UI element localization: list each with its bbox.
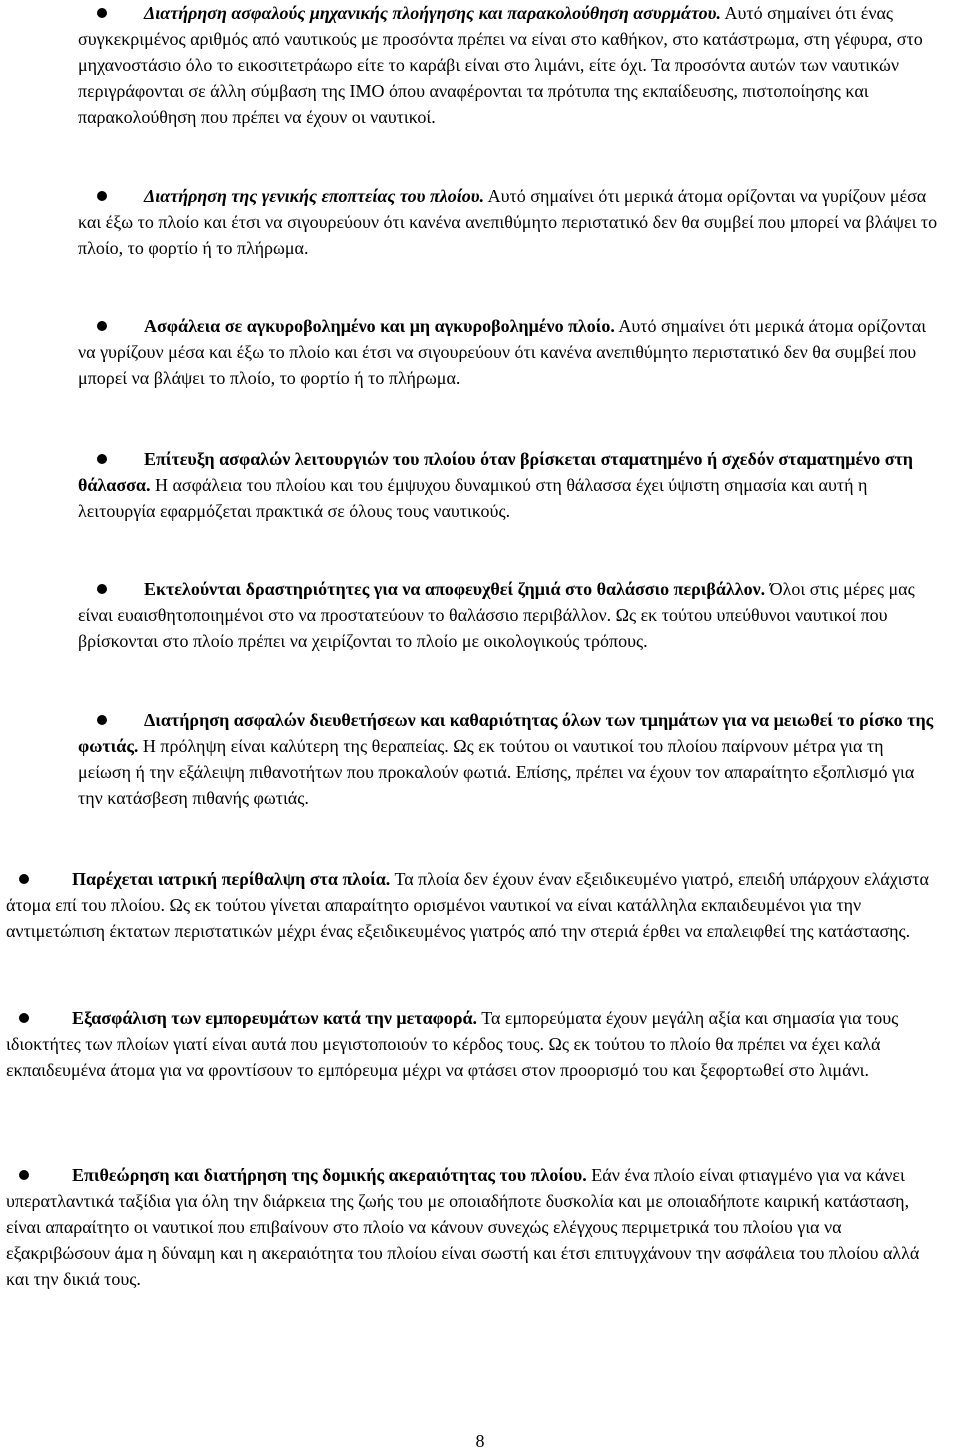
item-text: Όλοι στις μέρες μας είναι ευαισθητοποιημένοι στο να προστατεύουν το θαλάσσιο περιβάλλον. Ως εκ τούτου υπεύθυνοι ναυτικοί που βρίσκονται στο πλοίο πρέπει να χειρίζονται το πλοίο με οικολογικούς τρόπους. <box>78 579 915 651</box>
bullet-icon <box>97 321 107 331</box>
item-heading: Διατήρηση της γενικής εποπτείας του πλοίου. <box>144 186 485 206</box>
bullet-icon <box>97 191 107 201</box>
item-text: Η ασφάλεια του πλοίου και του έμψυχου δυναμικού στη θάλασσα έχει ύψιστη σημασία και αυτή η λειτουργία εφαρμόζεται πρακτικά σε όλους τους ναυτικούς. <box>78 475 868 521</box>
bullet-icon <box>97 584 107 594</box>
list-item <box>6 1005 940 1083</box>
item-text: Αυτό σημαίνει ότι ένας συγκεκριμένος αριθμός από ναυτικούς με προσόντα πρέπει να είναι στο καθήκον, στο κατάστρωμα, στη γέφυρα, στο μηχανοστάσιο όλο το εικοσιτετράωρο είτε το καράβι είναι στο λιμάνι, είτε όχι. Τα προσόντα αυτών των ναυτικών περιγράφονται σε άλλη σύμβαση της IMO όπου αναφέρονται τα πρότυπα της εκπαίδευσης, πιστοποίησης και παρακολούθηση που πρέπει να έχουν οι ναυτικοί. <box>78 3 923 127</box>
bullet-icon <box>19 1013 29 1023</box>
item-text: Εάν ένα πλοίο είναι φτιαγμένο για να κάνει υπερατλαντικά ταξίδια για όλη την διάρκεια της ζωής του με οποιαδήποτε δυσκολία και με οποιαδήποτε καιρική κατάσταση, είναι απαραίτητο οι ναυτικοί που επιβαίνουν στο πλοίο να κάνουν συνεχώς ελέγχους περιμετρικά του πλοίου για να εξακριβώσουν άμα η δύναμη και η ακεραιότητα του πλοίου είναι σωστή και έτσι επιτυγχάνουν την ασφάλεια του πλοίου αλλά και την δικιά τους. <box>6 1165 920 1289</box>
paragraph <box>78 707 940 811</box>
paragraph <box>6 866 940 944</box>
paragraph <box>78 576 940 654</box>
bullet-icon <box>97 454 107 464</box>
item-text: Η πρόληψη είναι καλύτερη της θεραπείας. Ως εκ τούτου οι ναυτικοί του πλοίου παίρνουν μέτρα για τη μείωση ή την εξάλειψη πιθανοτήτων που προκαλούν φωτιά. Επίσης, πρέπει να έχουν τον απαραίτητο εξοπλισμό για την κατάσβεση πιθανής φωτιάς. <box>78 736 915 808</box>
list-item <box>78 183 940 261</box>
page-number: 8 <box>475 1431 485 1451</box>
list-item <box>6 866 940 944</box>
paragraph <box>78 183 940 261</box>
bullet-icon <box>19 874 29 884</box>
bullet-icon <box>19 1170 29 1180</box>
paragraph <box>78 0 940 130</box>
item-text: Αυτό σημαίνει ότι μερικά άτομα ορίζονται να γυρίζουν μέσα και έξω το πλοίο και έτσι να σιγουρεύουν ότι κανένα ανεπιθύμητο περιστατικό δεν θα συμβεί που μπορεί να βλάψει το πλοίο, το φορτίο ή το πλήρωμα. <box>78 186 938 258</box>
item-heading: Επίτευξη ασφαλών λειτουργιών του πλοίου όταν βρίσκεται σταματημένο ή σχεδόν σταματημένο στη θάλασσα. <box>78 449 914 495</box>
item-heading: Ασφάλεια σε αγκυροβολημένο και μη αγκυροβολημένο πλοίο. <box>144 316 615 336</box>
list-item <box>78 576 940 654</box>
item-heading: Διατήρηση ασφαλούς μηχανικής πλοήγησης και παρακολούθηση ασυρμάτου. <box>144 3 721 23</box>
item-heading: Επιθεώρηση και διατήρηση της δομικής ακεραιότητας του πλοίου. <box>72 1165 587 1185</box>
list-item <box>78 707 940 811</box>
item-heading: Παρέχεται ιατρική περίθαλψη στα πλοία. <box>72 869 391 889</box>
item-heading: Διατήρηση ασφαλών διευθετήσεων και καθαριότητας όλων των τμημάτων για να μειωθεί το ρίσκο της φωτιάς. <box>78 710 934 756</box>
item-heading: Εκτελούνται δραστηριότητες για να αποφευχθεί ζημιά στο θαλάσσιο περιβάλλον. <box>144 579 766 599</box>
list-item <box>6 1162 940 1292</box>
item-heading: Εξασφάλιση των εμπορευμάτων κατά την μεταφορά. <box>72 1008 478 1028</box>
paragraph <box>6 1005 940 1083</box>
item-text: Τα πλοία δεν έχουν έναν εξειδικευμένο γιατρό, επειδή υπάρχουν ελάχιστα άτομα επί του πλοίου. Ως εκ τούτου γίνεται απαραίτητο ορισμένοι ναυτικοί να είναι κατάλληλα εκπαιδευμένοι για την αντιμετώπιση έκτατων περιστατικών μέχρι ένας εξειδικευμένος γιατρός από την στεριά έρθει να επαλειφθεί της κατάστασης. <box>6 869 929 941</box>
paragraph <box>78 313 940 391</box>
list-item <box>78 446 940 524</box>
paragraph <box>6 1162 940 1292</box>
list-item <box>78 313 940 391</box>
bullet-icon <box>97 8 107 18</box>
list-item <box>78 0 940 130</box>
item-text: Τα εμπορεύματα έχουν μεγάλη αξία και σημασία για τους ιδιοκτήτες των πλοίων γιατί είναι αυτά που μεγιστοποιούν το κέρδος τους. Ως εκ τούτου το πλοίο θα πρέπει να έχει καλά εκπαιδευμένα άτομα για να φροντίσουν το εμπόρευμα μέχρι να φτάσει στον προορισμό του και ξεφορτωθεί στο λιμάνι. <box>6 1008 899 1080</box>
paragraph <box>78 446 940 524</box>
item-text: Αυτό σημαίνει ότι μερικά άτομα ορίζονται να γυρίζουν μέσα και έξω το πλοίο και έτσι να σιγουρεύουν ότι κανένα ανεπιθύμητο περιστατικό δεν θα συμβεί που μπορεί να βλάψει το πλοίο, το φορτίο ή το πλήρωμα. <box>78 316 927 388</box>
bullet-icon <box>97 715 107 725</box>
